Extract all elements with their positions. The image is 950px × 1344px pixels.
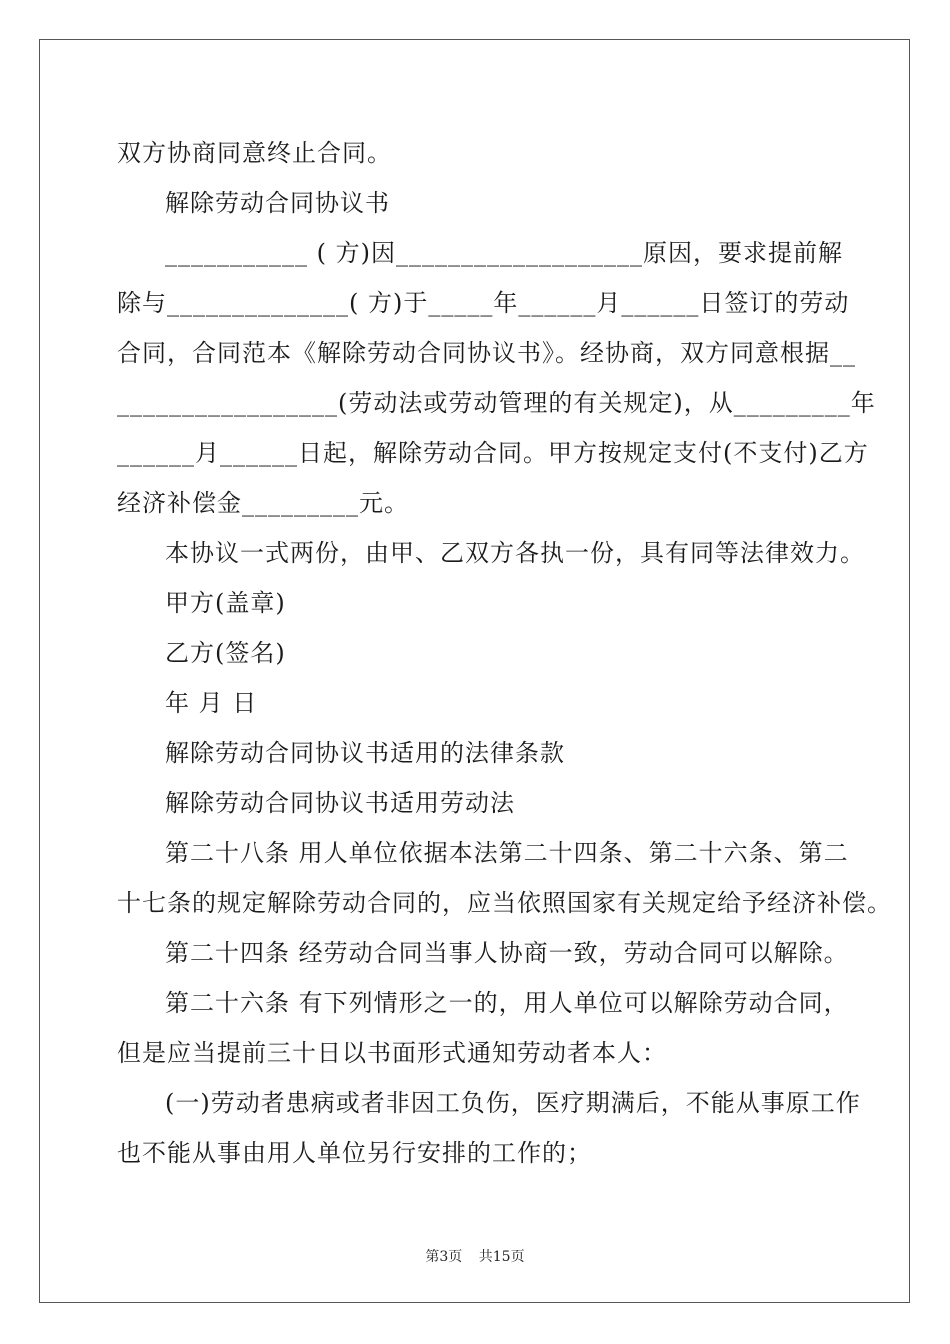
section-heading: 解除劳动合同协议书适用劳动法 <box>165 789 515 817</box>
article-26: 第二十六条 有下列情形之一的，用人单位可以解除劳动合同， <box>165 989 849 1017</box>
page-footer <box>0 1246 950 1266</box>
paragraph-line: 也不能从事由用人单位另行安排的工作的； <box>117 1139 592 1167</box>
paragraph-line: 双方协商同意终止合同。 <box>117 139 392 167</box>
paragraph-line: ___________ ( 方)因___________________原因，要求提前解 <box>165 239 843 267</box>
agreement-title: 解除劳动合同协议书 <box>165 189 390 217</box>
paragraph-line: ______月______日起，解除劳动合同。甲方按规定支付(不支付)乙方 <box>117 439 869 467</box>
party-a-seal: 甲方(盖章) <box>165 589 286 617</box>
paragraph-line: 但是应当提前三十日以书面形式通知劳动者本人： <box>117 1039 667 1067</box>
page-total: 共15页 <box>478 1249 525 1265</box>
section-heading: 解除劳动合同协议书适用的法律条款 <box>165 739 565 767</box>
page-number: 第3页 <box>425 1249 463 1265</box>
paragraph-line: 合同，合同范本《解除劳动合同协议书》。经协商，双方同意根据__ <box>117 339 856 367</box>
party-b-signature: 乙方(签名) <box>165 639 286 667</box>
article-24: 第二十四条 经劳动合同当事人协商一致，劳动合同可以解除。 <box>165 939 849 967</box>
paragraph-line: 十七条的规定解除劳动合同的，应当依照国家有关规定给予经济补偿。 <box>117 889 892 917</box>
article-28: 第二十八条 用人单位依据本法第二十四条、第二十六条、第二 <box>165 839 849 867</box>
paragraph-line: _________________(劳动法或劳动管理的有关规定)，从_________年 <box>117 389 876 417</box>
date-line: 年 月 日 <box>165 689 258 717</box>
paragraph-line: 除与______________( 方)于_____年______月______日签订的劳动 <box>117 289 850 317</box>
clause-1: (一)劳动者患病或者非因工负伤，医疗期满后，不能从事原工作 <box>165 1089 861 1117</box>
paragraph-line: 本协议一式两份，由甲、乙双方各执一份，具有同等法律效力。 <box>165 539 865 567</box>
document-body <box>117 128 892 1178</box>
paragraph-line: 经济补偿金_________元。 <box>117 489 409 517</box>
